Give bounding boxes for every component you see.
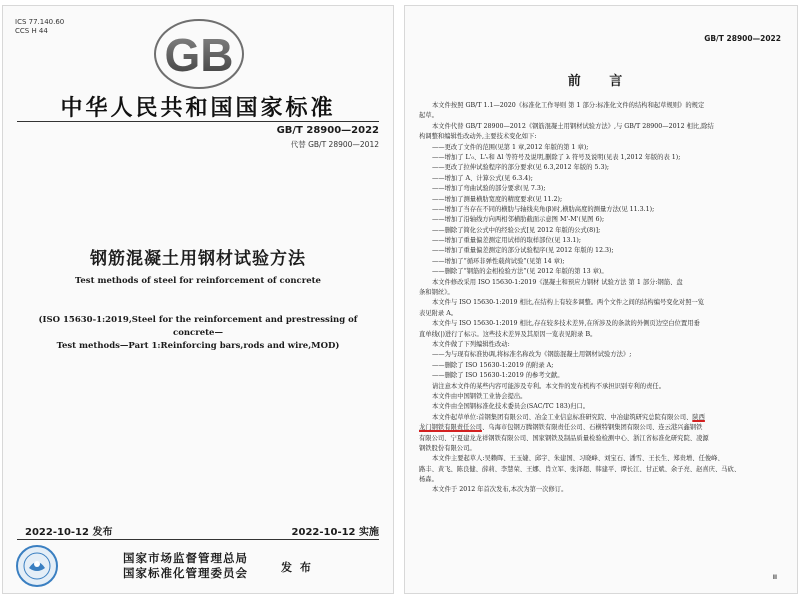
issue-date: 2022-10-12 发布 [25,527,113,538]
foreword-line: 本文件与 ISO 15630-1:2019 相比,在结构上有较多调整。两个文件之间的结构编号变化对照一览 [432,299,705,307]
ics-line: ICS 77.140.60 [15,18,65,26]
cover-page [3,6,393,593]
foreword-line: 本文件与 ISO 15630-1:2019 相比,存在较多技术差异,在所涉及的条款的外侧页边空白位置用垂 [432,320,700,328]
foreword-body [419,101,785,496]
foreword-line: 路丰、黄飞、陈良健、薛莉、李慧荣、王娜、肖立军、张泽超、韩建平、谭长江、甘正斌、余子亮、赵喜庆、马砍、 [419,465,741,473]
foreword-line: 本文件做了下列编辑性改动: [432,340,510,348]
foreword-line: 钢铁股份有限公司。 [419,444,476,452]
iso-line: Test methods—Part 1:Reinforcing bars,rods and wire,MOD) [56,341,340,351]
foreword-title: 前 言 [567,74,635,89]
foreword-line: 杨森。 [419,476,438,484]
foreword-line: ——删除了 ISO 15630-1:2019 的参考文献。 [432,372,564,380]
publish-label: 发 布 [281,561,313,574]
foreword-line: ——增加了沿轴线方向两相邻横肋截面示意图 M'-M'(见图 6); [432,216,605,224]
foreword-line: 本文件按照 GB/T 1.1—2020《标准化工作导则 第 1 部分:标准化文件的结构和起草规则》的规定 [432,102,705,109]
foreword-line: 有限公司、宁夏建龙龙祥钢铁有限公司、国家钢铁及制品质量检验检测中心、浙江省标准化研究院、凌源 [419,434,709,442]
foreword-line: ——增加了测量横肋宽度的精度要求(见 11.2); [432,195,563,203]
standard-title-zh: 钢筋混凝土用钢材试验方法 [90,249,306,269]
foreword-line: ——增加了重量偏差测定用试样的取样部位(见 13.1); [432,237,581,245]
page-number: Ⅲ [772,574,777,581]
page-header-code: GB/T 28900—2022 [704,34,781,43]
foreword-line: 本文件于 2012 年首次发布,本次为第一次修订。 [432,486,568,494]
foreword-line: 请注意本文件的某些内容可能涉及专利。本文件的发布机构不承担识别专利的责任。 [432,382,665,390]
top-rule [17,121,379,122]
foreword-page [405,6,797,593]
foreword-line: ——为与现有标准协调,将标准名称改为《钢筋混凝土用钢材试验方法》; [432,351,632,359]
issuer-seal-icon [15,544,59,588]
gb-logo [153,18,245,90]
issuer-names [123,551,248,581]
iso-equivalence-note [23,314,373,353]
iso-line: (ISO 15630-1:2019,Steel for the reinforcement and prestressing of concrete— [38,315,358,338]
foreword-line: 本文件由中国钢铁工业协会提出。 [432,392,527,400]
foreword-line: ——增加了重量偏差测定的部分试验程序(见 2012 年版的 12.3); [432,247,614,255]
national-standard-title: 中华人民共和国国家标准 [60,95,336,121]
foreword-line: ——增加了弯曲试验的部分要求(见 7.3); [432,185,546,193]
foreword-line: 构调整和编辑性改动外,主要技术变化如下: [419,133,537,141]
issuer-line: 国家市场监督管理总局 [123,551,248,565]
implement-date: 2022-10-12 实施 [291,527,379,538]
foreword-line: 本文件修改采用 ISO 15630-1:2019《混凝土和预应力钢材 试验方法 第 1 部分:钢筋、盘 [432,278,683,286]
foreword-line: 本文件主要起草人:吴赖晖、王玉婕、邱宇、朱建国、习晓峰、刘宝石、潘雪、王长生、郑贵增、任俊峰、 [432,455,724,463]
foreword-line: 本文件由全国钢标准化技术委员会(SAC/TC 183)归口。 [432,403,590,411]
issuer-line: 国家标准化管理委员会 [123,566,248,580]
foreword-line: ——增加了 A、计算公式(见 6.3.4); [432,174,533,182]
highlighted-text: 龙门钢铁有限责任公司 [419,424,482,432]
foreword-line: 龙门钢铁有限责任公司、乌海市包钢万腾钢铁有限责任公司、石横特钢集团有限公司、连云港兴鑫钢铁 [419,424,703,432]
foreword-line: ——删除了简化公式中的经验公式[见 2012 年版的公式(8)]; [432,226,601,234]
foreword-line: 直单线(|)进行了标示。这些技术差异及其原因一览表见附录 B。 [419,330,597,338]
foreword-line: 条和钢丝》。 [419,289,454,297]
bottom-rule [17,539,379,540]
foreword-line: 表见附录 A。 [419,309,458,317]
foreword-line: ——删除了 ISO 15630-1:2019 的附录 A; [432,361,554,369]
foreword-line: 本文件代替 GB/T 28900—2012《钢筋混凝土用钢材试验方法》,与 GB/T 28900—2012 相比,除结 [432,122,714,130]
foreword-line: ——删除了“钢筋的金相检验方法”(见 2012 年版的第 13 章)。 [432,268,608,276]
standard-code: GB/T 28900—2022 [276,125,379,136]
foreword-line: 起草。 [419,112,438,120]
foreword-line: 本文件起草单位:首钢集团有限公司、冶金工业信息标准研究院、中冶建筑研究总院有限公司、陕西 [432,413,705,421]
ics-codes [15,18,64,36]
gb-logo-text: GB [164,29,234,81]
highlighted-text: 陕西 [692,413,705,421]
foreword-line: ——更改了拉伸试验程序的部分要求(见 6.3,2012 年版的 5.3); [432,164,610,172]
standard-title-en: Test methods of steel for reinforcement of concrete [75,276,321,286]
foreword-line: ——更改了文件的范围(见第 1 章,2012 年版的第 1 章); [432,143,589,151]
foreword-line: ——增加了 L'₀、L'ᵥ和 Δl 等符号及说明,删除了 λ 符号及说明(见表 1,2012 年版的表 1); [432,153,681,161]
ccs-line: CCS H 44 [15,27,48,35]
foreword-line: ——增加了“循环非弹性载荷试验”(见第 14 章); [432,257,565,265]
foreword-line: ——增加了当存在不同的横肋与轴线夹角(β)时,横肋高度的测量方法(见 11.3.1); [432,205,655,213]
replaces-note: 代替 GB/T 28900—2012 [290,140,379,149]
